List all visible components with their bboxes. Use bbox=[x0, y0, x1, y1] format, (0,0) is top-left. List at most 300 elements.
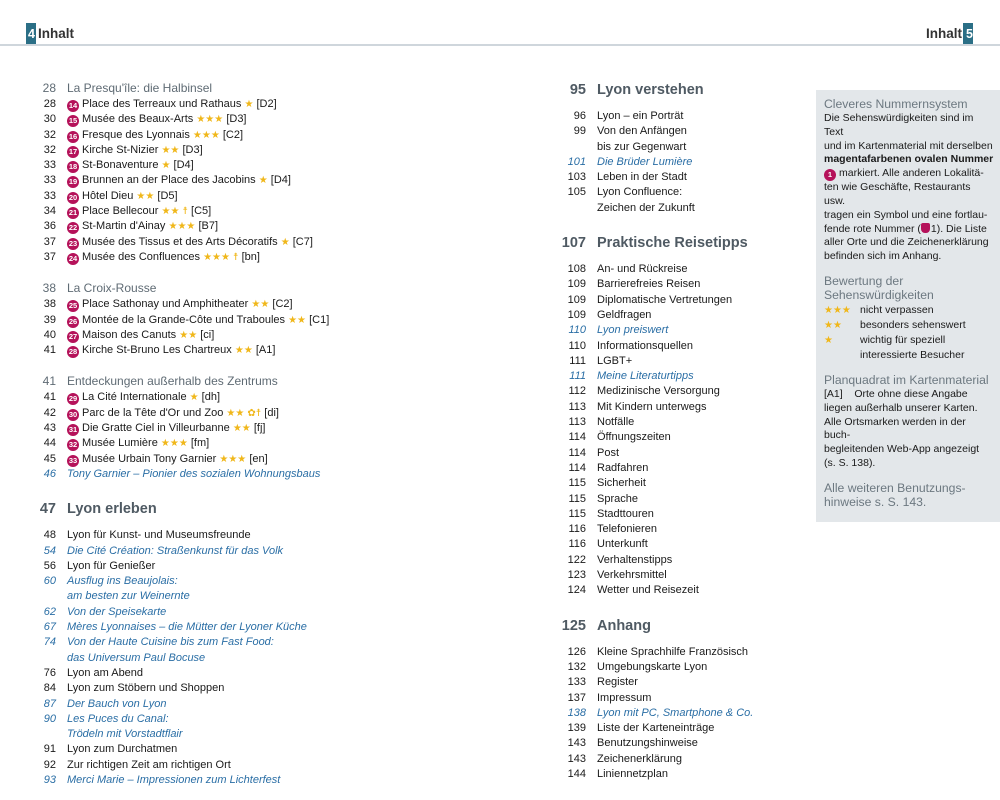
sight-entry[interactable] bbox=[30, 452, 380, 467]
entry-title: Kirche St-Nizier bbox=[82, 143, 159, 156]
toc-entry[interactable] bbox=[560, 507, 800, 522]
feature-entry[interactable] bbox=[30, 605, 380, 620]
sight-entry[interactable] bbox=[30, 235, 380, 250]
entry-page-number: 112 bbox=[568, 385, 586, 398]
entry-page-number: 124 bbox=[567, 584, 586, 597]
right-page-number: 5 bbox=[966, 27, 973, 41]
entry-title: Leben in der Stadt bbox=[597, 171, 687, 184]
sight-entry[interactable] bbox=[30, 436, 380, 451]
section-page-number: 107 bbox=[561, 235, 586, 252]
info-sidebar bbox=[816, 90, 1000, 522]
rating-description: nicht verpassen bbox=[860, 303, 934, 316]
entry-page-number: 48 bbox=[43, 529, 56, 542]
entry-content bbox=[67, 143, 203, 158]
sight-number-badge: 28 bbox=[68, 347, 78, 357]
entry-title: Von der Speisekarte bbox=[67, 605, 167, 618]
sight-number-badge: 23 bbox=[68, 238, 78, 248]
entry-title: Lyon preiswert bbox=[597, 324, 669, 337]
feature-entry[interactable] bbox=[560, 369, 800, 384]
sight-entry[interactable] bbox=[30, 158, 380, 173]
entry-content bbox=[67, 328, 214, 343]
entry-page-number: 76 bbox=[43, 666, 56, 679]
entry-content bbox=[67, 204, 211, 219]
entry-page-number: 101 bbox=[567, 155, 586, 168]
entry-content bbox=[67, 406, 279, 421]
toc-entry[interactable] bbox=[560, 568, 800, 583]
toc-entry[interactable] bbox=[560, 752, 800, 767]
toc-entry[interactable] bbox=[560, 262, 800, 277]
entry-title: Place Sathonay und Amphitheater bbox=[82, 298, 249, 311]
map-grid-reference: [A1] bbox=[255, 344, 276, 357]
rating-stars: ★★ bbox=[136, 190, 155, 202]
rating-stars: ★★★ bbox=[160, 438, 188, 450]
entry-content bbox=[67, 250, 260, 265]
toc-entry[interactable] bbox=[560, 476, 800, 491]
chapter-heading bbox=[560, 232, 800, 254]
rating-stars: ★ bbox=[189, 392, 199, 404]
entry-page-number: 138 bbox=[567, 706, 586, 719]
entry-content bbox=[67, 297, 293, 312]
sight-entry[interactable] bbox=[30, 173, 380, 188]
sight-entry[interactable] bbox=[30, 343, 380, 358]
entry-page-number: 42 bbox=[43, 406, 56, 419]
toc-entry[interactable] bbox=[560, 170, 800, 185]
entry-page-number: 113 bbox=[568, 400, 586, 413]
feature-entry[interactable] bbox=[30, 589, 380, 604]
entry-content bbox=[67, 158, 194, 173]
entry-title: Lyon – ein Porträt bbox=[597, 110, 684, 122]
sight-number-badge: 27 bbox=[68, 331, 78, 341]
chapter-heading bbox=[30, 498, 380, 520]
entry-page-number: 40 bbox=[43, 328, 56, 341]
rating-description: wichtig für speziell bbox=[860, 333, 946, 346]
entry-title: Die Brüder Lumière bbox=[597, 155, 693, 168]
entry-title: Informationsquellen bbox=[597, 339, 694, 352]
rating-stars: ★★ bbox=[251, 299, 270, 311]
toc-left-column bbox=[30, 79, 380, 788]
grid-heading: Planquadrat im Kartenmaterial bbox=[824, 372, 989, 387]
numbering-line: 1 markiert. Alle anderen Lokalitä- bbox=[824, 167, 994, 181]
header-rule bbox=[0, 44, 1000, 46]
toc-entry[interactable] bbox=[560, 185, 800, 200]
toc-entry[interactable] bbox=[30, 528, 380, 543]
entry-title: Von den Anfängen bbox=[597, 125, 687, 138]
rating-legend-row bbox=[824, 303, 994, 318]
rating-stars: ★★ bbox=[226, 407, 245, 419]
entry-page-number: 32 bbox=[43, 128, 56, 141]
entry-title: Brunnen an der Place des Jacobins bbox=[82, 174, 256, 187]
right-page-title: Inhalt bbox=[926, 26, 962, 41]
map-grid-reference: [dh] bbox=[201, 391, 221, 404]
sight-entry[interactable] bbox=[30, 204, 380, 219]
entry-page-number: 114 bbox=[568, 446, 586, 459]
entry-title: Musée Lumière bbox=[82, 437, 158, 450]
map-grid-reference: [D5] bbox=[157, 189, 178, 202]
feature-entry[interactable] bbox=[30, 773, 380, 788]
entry-page-number: 41 bbox=[43, 391, 56, 404]
map-grid-reference: [en] bbox=[249, 452, 268, 465]
entry-page-number: 143 bbox=[567, 737, 586, 750]
entry-page-number: 122 bbox=[567, 553, 586, 566]
entry-page-number: 38 bbox=[43, 298, 56, 311]
sight-entry[interactable] bbox=[30, 112, 380, 127]
entry-title: Place des Terreaux und Rathaus bbox=[82, 98, 242, 110]
rating-description: besonders sehenswert bbox=[860, 318, 966, 331]
sight-number-badge: 32 bbox=[68, 440, 78, 450]
entry-content bbox=[67, 128, 243, 143]
feature-entry[interactable] bbox=[30, 697, 380, 712]
entry-title: Zeichenerklärung bbox=[597, 752, 682, 765]
entry-title: Die Gratte Ciel in Villeurbanne bbox=[82, 422, 230, 435]
sight-number-badge: 17 bbox=[68, 146, 78, 156]
rating-legend bbox=[824, 303, 994, 363]
sight-number-badge: 29 bbox=[68, 394, 78, 404]
entry-title: Musée des Beaux-Arts bbox=[82, 113, 194, 126]
entry-title: Register bbox=[597, 676, 638, 689]
entry-page-number: 109 bbox=[567, 278, 586, 291]
grid-line: (s. S. 138). bbox=[824, 456, 876, 469]
entry-title: Von der Haute Cuisine bis zum Fast Food: bbox=[67, 636, 274, 649]
toc-entry[interactable] bbox=[560, 721, 800, 736]
rating-stars: ★ bbox=[824, 334, 833, 346]
toc-entry[interactable] bbox=[560, 553, 800, 568]
sight-entry[interactable] bbox=[30, 328, 380, 343]
entry-page-number: 143 bbox=[567, 752, 586, 765]
toc-entry[interactable] bbox=[30, 681, 380, 696]
entry-content bbox=[67, 235, 313, 250]
entry-title: Maison des Canuts bbox=[82, 328, 177, 341]
entry-title: am besten zur Weinernte bbox=[67, 590, 190, 603]
toc-entry[interactable] bbox=[560, 400, 800, 415]
entry-title: Lyon für Kunst- und Museumsfreunde bbox=[67, 529, 251, 542]
entry-page-number: 115 bbox=[568, 492, 586, 505]
map-grid-reference: [C5] bbox=[191, 205, 212, 218]
sight-entry[interactable] bbox=[30, 97, 380, 112]
numbering-line: magentafarbenen ovalen Nummer bbox=[824, 153, 994, 166]
entry-title: Verkehrsmittel bbox=[597, 569, 667, 582]
entry-page-number: 113 bbox=[568, 416, 586, 429]
map-grid-reference: [di] bbox=[264, 406, 279, 419]
toc-entry[interactable] bbox=[560, 537, 800, 552]
section-heading bbox=[30, 279, 380, 297]
rating-stars: ★ bbox=[161, 160, 171, 172]
entry-content bbox=[67, 343, 275, 358]
section-page-number: 28 bbox=[42, 81, 56, 95]
entry-page-number: 74 bbox=[43, 636, 56, 649]
map-grid-reference: [D2] bbox=[256, 98, 277, 110]
toc-entry[interactable] bbox=[560, 339, 800, 354]
entry-page-number: 54 bbox=[43, 544, 56, 557]
sight-number-badge: 20 bbox=[68, 192, 78, 202]
toc-entry[interactable] bbox=[30, 666, 380, 681]
toc-entry[interactable] bbox=[560, 660, 800, 675]
rating-stars: ★★★ bbox=[196, 114, 224, 126]
entry-page-number: 96 bbox=[573, 110, 586, 122]
entry-page-number: 60 bbox=[43, 575, 56, 588]
entry-page-number: 93 bbox=[43, 773, 56, 786]
entry-page-number: 114 bbox=[568, 431, 586, 444]
entry-title: Lyon Confluence: bbox=[597, 186, 683, 199]
toc-entry[interactable] bbox=[560, 691, 800, 706]
sight-number-badge: 22 bbox=[68, 223, 78, 233]
section-title: La Croix-Rousse bbox=[67, 281, 157, 296]
entry-title: Telefonieren bbox=[597, 523, 657, 536]
entry-page-number: 87 bbox=[43, 697, 56, 710]
rating-legend-row bbox=[824, 318, 994, 333]
rating-stars: ★ bbox=[280, 236, 290, 248]
feature-entry[interactable] bbox=[30, 620, 380, 635]
entry-page-number: 44 bbox=[43, 437, 56, 450]
toc-entry[interactable] bbox=[560, 293, 800, 308]
toc-entry[interactable] bbox=[560, 522, 800, 537]
section-page-number: 47 bbox=[39, 501, 56, 518]
entry-title: Hôtel Dieu bbox=[82, 189, 134, 202]
entry-title: Liniennetzplan bbox=[597, 767, 668, 780]
toc-entry[interactable] bbox=[30, 559, 380, 574]
toc-entry[interactable] bbox=[560, 201, 800, 216]
entry-title: Impressum bbox=[597, 691, 652, 704]
grid-line: liegen außerhalb unserer Karten. bbox=[824, 401, 978, 414]
entry-page-number: 116 bbox=[568, 523, 586, 536]
entry-title: das Universum Paul Bocuse bbox=[67, 651, 206, 664]
map-grid-reference: [fm] bbox=[190, 437, 210, 450]
toc-entry[interactable] bbox=[560, 583, 800, 598]
map-grid-reference: [D3] bbox=[182, 143, 203, 156]
feature-entry[interactable] bbox=[30, 467, 380, 482]
entry-page-number: 56 bbox=[43, 559, 56, 572]
entry-page-number: 109 bbox=[567, 293, 586, 306]
entry-title: St-Martin d'Ainay bbox=[82, 220, 166, 233]
sight-entry[interactable] bbox=[30, 219, 380, 234]
toc-entry[interactable] bbox=[560, 140, 800, 155]
rating-description: interessierte Besucher bbox=[860, 348, 965, 361]
entry-page-number: 67 bbox=[43, 621, 56, 634]
entry-title: Sprache bbox=[597, 492, 638, 505]
entry-title: Place Bellecour bbox=[82, 205, 159, 218]
entry-title: Stadttouren bbox=[597, 507, 654, 520]
entry-title: Les Puces du Canal: bbox=[67, 712, 169, 725]
entry-page-number: 111 bbox=[569, 354, 586, 367]
map-grid-reference: [bn] bbox=[241, 250, 260, 263]
entry-page-number: 90 bbox=[43, 712, 56, 725]
entry-page-number: 115 bbox=[568, 507, 586, 520]
entry-content bbox=[67, 189, 178, 204]
sight-entry[interactable] bbox=[30, 143, 380, 158]
toc-entry[interactable] bbox=[560, 446, 800, 461]
entry-title: Wetter und Reisezeit bbox=[597, 584, 699, 597]
sight-number-badge: 14 bbox=[68, 101, 78, 110]
map-grid-reference: [fj] bbox=[253, 422, 266, 435]
sight-entry[interactable] bbox=[30, 128, 380, 143]
toc-entry[interactable] bbox=[560, 430, 800, 445]
entry-content bbox=[67, 452, 268, 467]
toc-entry[interactable] bbox=[560, 461, 800, 476]
toc-entry[interactable] bbox=[560, 492, 800, 507]
entry-title: Notfälle bbox=[597, 416, 635, 429]
map-grid-reference: [D3] bbox=[226, 113, 247, 126]
entry-page-number: 144 bbox=[567, 767, 586, 780]
rating-stars: ★★★ bbox=[168, 221, 196, 233]
feature-entry[interactable] bbox=[30, 574, 380, 589]
map-grid-reference: [C2] bbox=[272, 298, 293, 311]
rating-stars: ★★★ bbox=[192, 129, 220, 141]
sight-number-badge: 24 bbox=[68, 253, 78, 263]
feature-entry[interactable] bbox=[30, 635, 380, 650]
rating-stars: ★★★ bbox=[203, 251, 230, 263]
entry-title: Zur richtigen Zeit am richtigen Ort bbox=[67, 758, 231, 771]
toc-entry[interactable] bbox=[30, 758, 380, 773]
entry-title: Öffnungszeiten bbox=[597, 431, 671, 444]
numbering-line: und im Kartenmaterial mit derselben bbox=[824, 139, 993, 152]
feature-icons: ✿☨ bbox=[247, 407, 262, 419]
entry-page-number: 115 bbox=[568, 477, 586, 490]
numbering-line: Die Sehenswürdigkeiten sind im Text bbox=[824, 112, 974, 138]
entry-page-number: 43 bbox=[43, 422, 56, 435]
entry-title: Merci Marie – Impressionen zum Lichterfest bbox=[67, 773, 281, 786]
rating-stars: ★★ bbox=[179, 329, 198, 341]
entry-page-number: 132 bbox=[567, 660, 586, 673]
rating-stars: ★★★ bbox=[824, 304, 851, 316]
sight-number-badge: 25 bbox=[68, 301, 78, 311]
entry-page-number: 30 bbox=[43, 113, 56, 126]
entry-title: Unterkunft bbox=[597, 538, 648, 551]
entry-page-number: 108 bbox=[567, 263, 586, 276]
entry-page-number: 110 bbox=[568, 339, 586, 352]
sight-entry[interactable] bbox=[30, 313, 380, 328]
entry-page-number: 105 bbox=[567, 186, 586, 199]
toc-entry[interactable] bbox=[560, 736, 800, 751]
feature-entry[interactable] bbox=[560, 706, 800, 721]
toc-entry[interactable] bbox=[560, 308, 800, 323]
toc-entry[interactable] bbox=[560, 354, 800, 369]
map-grid-reference: [C2] bbox=[222, 128, 244, 141]
feature-entry[interactable] bbox=[560, 323, 800, 338]
entry-title: Montée de la Grande-Côte und Traboules bbox=[82, 313, 286, 326]
entry-title: Sicherheit bbox=[597, 477, 646, 490]
map-grid-reference: [D4] bbox=[173, 159, 194, 172]
entry-title: LGBT+ bbox=[597, 354, 633, 367]
toc-entry[interactable] bbox=[560, 277, 800, 292]
numbering-line: fende rote Nummer ( 1). Die Liste bbox=[824, 222, 987, 235]
entry-content bbox=[67, 112, 247, 127]
entry-title: bis zur Gegenwart bbox=[597, 140, 687, 153]
toc-entry[interactable] bbox=[560, 675, 800, 690]
entry-content bbox=[67, 421, 265, 436]
entry-page-number: 126 bbox=[567, 645, 586, 658]
entry-title: Musée Urbain Tony Garnier bbox=[82, 452, 217, 465]
rating-legend-row bbox=[824, 333, 994, 348]
entry-page-number: 133 bbox=[567, 676, 586, 689]
sight-entry[interactable] bbox=[30, 406, 380, 421]
rating-heading: Bewertung der Sehenswürdigkeiten bbox=[824, 273, 934, 302]
section-title: Lyon verstehen bbox=[597, 82, 704, 98]
feature-entry[interactable] bbox=[30, 712, 380, 727]
entry-content bbox=[67, 390, 220, 405]
section-page-number: 38 bbox=[42, 281, 56, 296]
entry-title: Radfahren bbox=[597, 461, 649, 474]
rating-stars: ★ bbox=[244, 99, 254, 110]
toc-entry[interactable] bbox=[560, 767, 800, 782]
entry-page-number: 37 bbox=[43, 235, 56, 248]
chapter-heading bbox=[560, 615, 800, 637]
grid-line: begleitenden Web-App angezeigt bbox=[824, 443, 980, 456]
entry-title: Musée des Tissus et des Arts Décoratifs bbox=[82, 235, 278, 248]
entry-page-number: 84 bbox=[43, 682, 56, 695]
entry-page-number: 34 bbox=[43, 205, 56, 218]
entry-page-number: 45 bbox=[43, 452, 56, 465]
entry-page-number: 36 bbox=[43, 220, 56, 233]
left-page-title: Inhalt bbox=[38, 26, 74, 41]
feature-entry[interactable] bbox=[30, 544, 380, 559]
rating-stars: ★★★ bbox=[219, 453, 247, 465]
toc-entry[interactable] bbox=[560, 109, 800, 124]
sight-number-badge: 18 bbox=[68, 162, 78, 172]
map-grid-reference: [B7] bbox=[198, 220, 219, 233]
rating-legend-row bbox=[824, 348, 994, 363]
entry-page-number: 99 bbox=[573, 125, 586, 138]
toc-entry[interactable] bbox=[560, 415, 800, 430]
numbering-line: befinden sich im Anhang. bbox=[824, 250, 942, 263]
feature-entry[interactable] bbox=[30, 651, 380, 666]
entry-title: Verhaltenstipps bbox=[597, 553, 673, 566]
section-heading bbox=[30, 79, 380, 97]
toc-entry[interactable] bbox=[560, 384, 800, 399]
entry-title: Lyon zum Stöbern und Shoppen bbox=[67, 682, 225, 695]
rating-stars: ★★ bbox=[824, 319, 842, 331]
numbering-heading: Cleveres Nummernsystem bbox=[824, 97, 968, 111]
entry-title: St-Bonaventure bbox=[82, 159, 159, 172]
sight-entry[interactable] bbox=[30, 189, 380, 204]
toc-entry[interactable] bbox=[560, 645, 800, 660]
sight-number-badge: 33 bbox=[68, 455, 78, 465]
red-pin-icon bbox=[921, 223, 930, 233]
sight-entry[interactable] bbox=[30, 421, 380, 436]
feature-entry[interactable] bbox=[30, 727, 380, 742]
entry-page-number: 92 bbox=[43, 758, 56, 771]
entry-title: Mères Lyonnaises – die Mütter der Lyoner Küche bbox=[67, 621, 307, 634]
sight-entry[interactable] bbox=[30, 390, 380, 405]
sight-entry[interactable] bbox=[30, 250, 380, 265]
entry-title: La Cité Internationale bbox=[82, 391, 187, 404]
toc-entry[interactable] bbox=[30, 742, 380, 757]
entry-title: Mit Kindern unterwegs bbox=[597, 400, 707, 413]
section-page-number: 125 bbox=[561, 617, 586, 634]
sight-entry[interactable] bbox=[30, 297, 380, 312]
entry-page-number: 37 bbox=[43, 250, 56, 263]
entry-content bbox=[67, 97, 277, 112]
entry-page-number: 41 bbox=[43, 344, 56, 357]
entry-title: Geldfragen bbox=[597, 308, 652, 321]
entry-title: Lyon mit PC, Smartphone & Co. bbox=[597, 706, 754, 719]
entry-content bbox=[67, 219, 218, 234]
magenta-number-badge: 1 bbox=[824, 169, 836, 181]
feature-entry[interactable] bbox=[560, 155, 800, 170]
section-page-number: 41 bbox=[42, 374, 56, 389]
entry-page-number: 33 bbox=[43, 159, 56, 172]
toc-middle-column bbox=[560, 79, 800, 782]
entry-page-number: 39 bbox=[43, 313, 56, 326]
section-heading bbox=[30, 372, 380, 390]
entry-page-number: 114 bbox=[568, 461, 586, 474]
entry-page-number: 46 bbox=[43, 467, 56, 480]
toc-entry[interactable] bbox=[560, 124, 800, 139]
entry-page-number: 137 bbox=[567, 691, 586, 704]
entry-page-number: 91 bbox=[43, 743, 56, 756]
section-title: Entdeckungen außerhalb des Zentrums bbox=[67, 374, 278, 389]
sight-number-badge: 26 bbox=[68, 316, 78, 326]
entry-title: Liste der Karteneinträge bbox=[597, 722, 715, 735]
numbering-line: ten wie Geschäfte, Restaurants usw. bbox=[824, 181, 971, 207]
